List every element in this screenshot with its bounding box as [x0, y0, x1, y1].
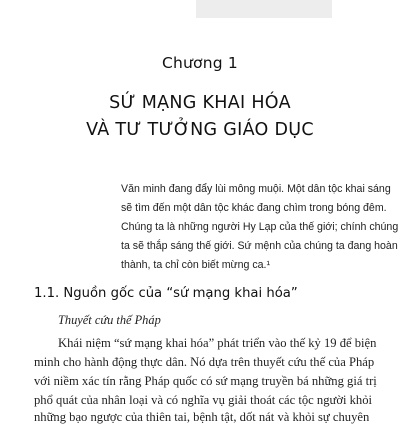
epigraph-line: thành, ta chỉ còn biết mừng ca.¹	[121, 259, 271, 271]
page-top-shading	[196, 0, 332, 18]
body-line: minh cho hành động thực dân. Nó dựa trên thuyết cứu thế của Pháp	[34, 355, 375, 369]
epigraph-line: ta sẽ thắp sáng thế giới. Sứ mệnh của chúng ta đang hoàn	[121, 240, 398, 252]
chapter-title-line-1: SỨ MẠNG KHAI HÓA	[109, 93, 291, 113]
epigraph-line: sẽ tìm đến một dân tộc khác đang chìm trong bóng đêm.	[121, 202, 387, 214]
epigraph-line: Chúng ta là những người Hy Lạp của thế giới; chính chúng	[121, 221, 399, 233]
body-line: những bạo ngược của thiên tai, bệnh tật, dốt nát và khỏi sự chuyên	[34, 410, 370, 424]
chapter-title-line-2: VÀ TƯ TƯỞNG GIÁO DỤC	[86, 120, 314, 140]
epigraph-line: Văn minh đang đẩy lùi mông muội. Một dân tộc khai sáng	[121, 183, 391, 195]
chapter-number: Chương 1	[161, 54, 238, 72]
body-line: phổ quát của nhân loại và có nghĩa vụ giải thoát các tộc người khỏi	[34, 393, 373, 407]
body-line: với niềm xác tín rằng Pháp quốc có sứ mạng truyền bá những giá trị	[34, 374, 377, 388]
body-line: Khái niệm “sứ mạng khai hóa” phát triển vào thế kỷ 19 để biện	[58, 336, 377, 350]
section-heading: 1.1. Nguồn gốc của “sứ mạng khai hóa”	[34, 286, 298, 301]
section-subheading: Thuyết cứu thế Pháp	[58, 313, 161, 327]
